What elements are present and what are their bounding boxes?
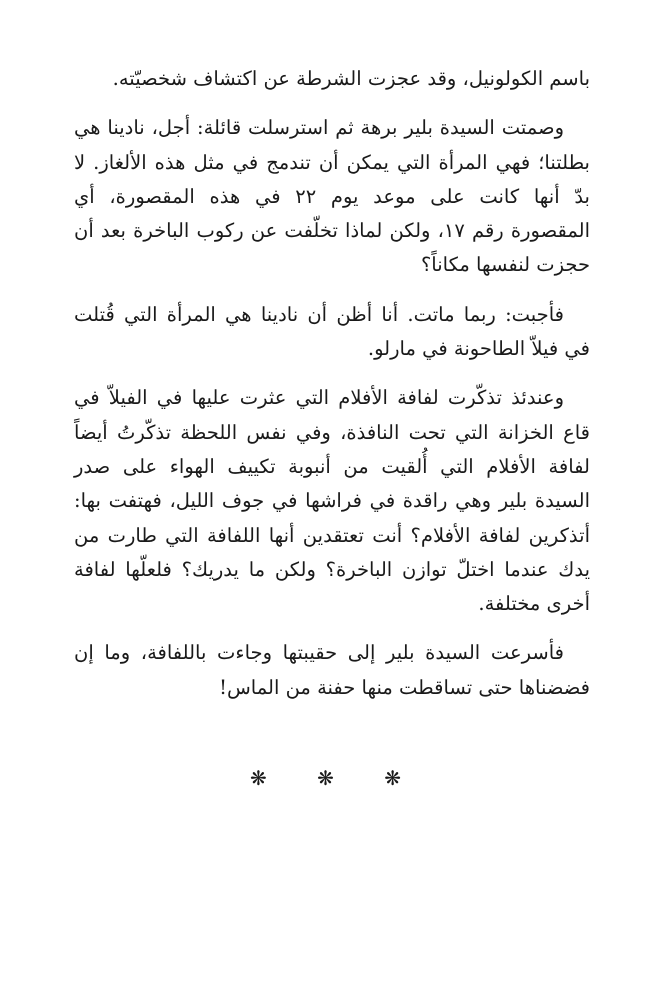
section-break-ornament: ❋ ❋ ❋ xyxy=(250,766,423,790)
paragraph-2: وصمتت السيدة بلير برهة ثم استرسلت قائلة: أجل، نادينا هي بطلتنا؛ فهي المرأة التي يمكن أن تندمج في مثل هذه الألغاز. لا بدّ أنها كانت على موعد يوم ٢٢ في هذه المقصورة، أي المقصورة رقم ١٧، ولكن لماذا تخلّفت عن ركوب الباخرة بعد أن حجزت لنفسها مكاناً؟ xyxy=(74,116,590,277)
book-page-text xyxy=(74,62,590,720)
paragraph-4: وعندئذ تذكّرت لفافة الأفلام التي عثرت عليها في الفيلاّ في قاع الخزانة التي تحت النافذة، وفي نفس اللحظة تذكّرتُ أيضاً لفافة الأفلام التي أُلقيت من أنبوبة تكييف الهواء على صدر السيدة بلير وهي راقدة في فراشها في جوف الليل، فهتفت بها: أتذكرين لفافة الأفلام؟ أنت تعتقدين أنها اللفافة التي طارت من يدك عندما اختلّ توازن الباخرة؟ ولكن ما يدريك؟ فلعلّها لفافة أخرى مختلفة. xyxy=(74,386,590,616)
paragraph-5: فأسرعت السيدة بلير إلى حقيبتها وجاءت باللفافة، وما إن فضضناها حتى تساقطت منها حفنة من الماس! xyxy=(74,641,590,699)
paragraph-3: فأجبت: ربما ماتت. أنا أظن أن نادينا هي المرأة التي قُتلت في فيلاّ الطاحونة في مارلو. xyxy=(74,302,590,361)
paragraph-1: باسم الكولونيل، وقد عجزت الشرطة عن اكتشاف شخصيّته. xyxy=(112,67,590,90)
